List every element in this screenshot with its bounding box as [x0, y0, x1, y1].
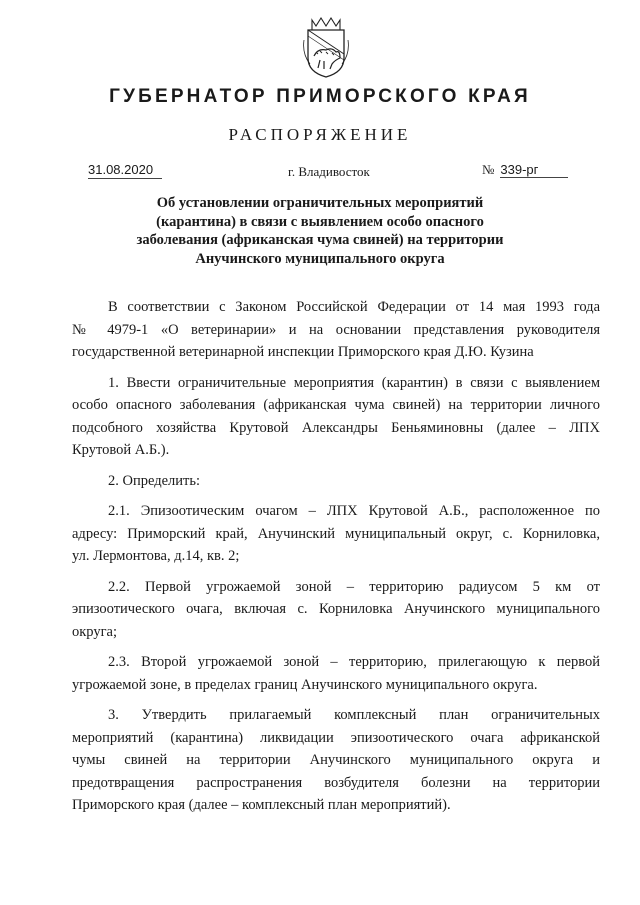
body-line: 3. Утвердить прилагаемый комплексный план ограничительных: [108, 707, 600, 723]
document-type: РАСПОРЯЖЕНИЕ: [228, 125, 412, 144]
document-body: [72, 296, 600, 825]
authority-heading: ГУБЕРНАТОР ПРИМОРСКОГО КРАЯ: [109, 86, 531, 107]
paragraph-2-2: [72, 576, 600, 644]
body-line: адресу: Приморский край, Анучинский муниципальный округ, с. Корниловка,: [72, 525, 600, 542]
body-line: 2.2. Первой угрожаемой зоной – территорию радиусом 5 км от: [108, 578, 600, 595]
title-line: заболевания (африканская чума свиней) на территории: [136, 232, 504, 248]
paragraph-3: [72, 704, 600, 817]
paragraph-2: [72, 470, 600, 493]
body-line: особо опасного заболевания (африканская чума свиней) на территории личного: [72, 397, 600, 413]
title-line: Об установлении ограничительных мероприятий: [156, 195, 484, 211]
body-line: предотвращения распространения возбудителя болезни на территории: [72, 774, 600, 791]
body-line: угрожаемой зоне, в пределах границ Анучинского муниципального округа.: [72, 676, 538, 693]
body-line: 2.1. Эпизоотическим очагом – ЛПХ Крутовой А.Б., расположенное по: [108, 503, 600, 519]
paragraph-1: [72, 372, 600, 462]
body-line: Крутовой А.Б.).: [72, 442, 170, 458]
document-meta: [0, 162, 640, 186]
body-line: 1. Ввести ограничительные мероприятия (карантин) в связи с выявлением: [108, 374, 600, 391]
body-line: подсобного хозяйства Крутовой Александры Беньяминовны (далее – ЛПХ: [72, 419, 600, 436]
body-line: Приморского края (далее – комплексный план мероприятий).: [72, 797, 451, 813]
coat-of-arms-icon: [302, 14, 350, 80]
title-line: Анучинского муниципального округа: [195, 250, 445, 267]
body-line: № 4979-1 «О ветеринарии» и на основании представления руководителя: [72, 321, 600, 338]
body-line: округа;: [72, 623, 118, 640]
number-value: 339-рг: [500, 162, 568, 178]
body-line: эпизоотического очага, включая с. Корниловка Анучинского муниципального: [72, 601, 600, 617]
body-line: ул. Лермонтова, д.14, кв. 2;: [72, 548, 240, 564]
body-line: государственной ветеринарной инспекции Приморского края Д.Ю. Кузина: [72, 344, 534, 360]
body-line: мероприятий (карантина) ликвидации эпизоотического очага африканской: [72, 729, 600, 746]
paragraph-2-1: [72, 500, 600, 568]
body-line: 2. Определить:: [108, 472, 201, 489]
body-line: чумы свиней на территории Анучинского муниципального округа и: [72, 752, 600, 768]
document-date: 31.08.2020: [88, 162, 162, 179]
number-sign: №: [482, 162, 495, 177]
document-city: г. Владивосток: [288, 164, 370, 179]
body-line: В соответствии с Законом Российской Федерации от 14 мая 1993 года: [108, 299, 600, 315]
preamble-paragraph: [72, 296, 600, 364]
paragraph-2-3: [72, 651, 600, 696]
title-line: (карантина) в связи с выявлением особо опасного: [156, 213, 484, 230]
body-line: 2.3. Второй угрожаемой зоной – территорию, прилегающую к первой: [108, 654, 600, 670]
document-title: [100, 194, 540, 268]
document-number: [482, 162, 574, 178]
